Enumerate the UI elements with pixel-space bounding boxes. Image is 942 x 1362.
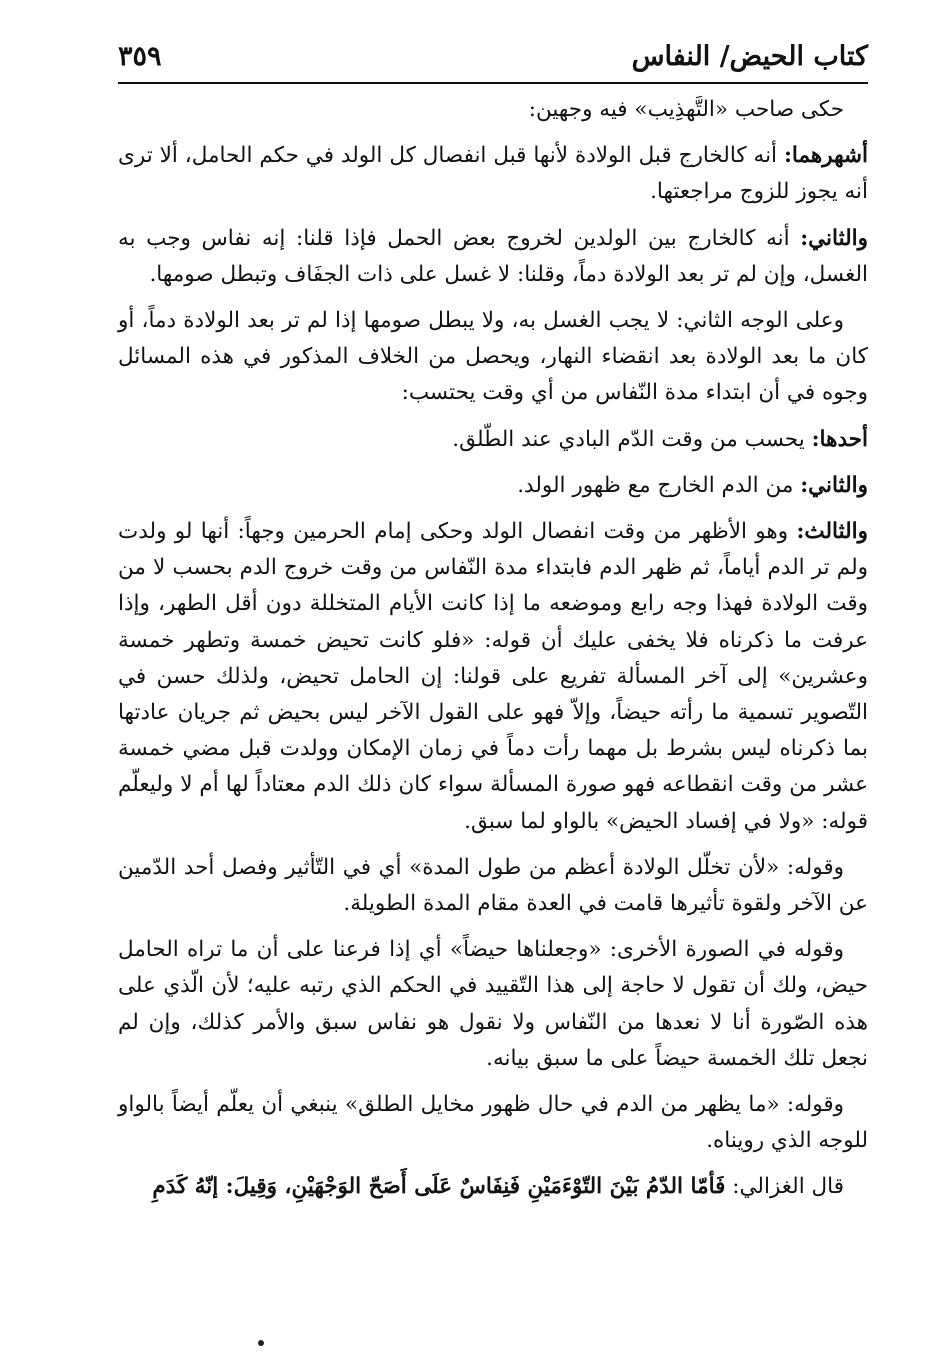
paragraph-lead: والثاني: — [800, 225, 868, 251]
quote-text: فَأمّا الدّمُ بَيْنَ التّوْءَمَيْنِ فَنِفَاسٌ عَلَى أَصَحّ الوَجْهَيْنِ، وَقِيلَ: إنّهُ كَدَمِ — [152, 1174, 726, 1200]
paragraph-lead: والثاني: — [800, 472, 868, 498]
paragraph-text: وقوله: «لأن تخلّل الولادة أعظم من طول المدة» أي في التّأثير وفصل أحد الدّمين عن الآخر ولقوة تأثيرها قامت في العدة مقام المدة الطويلة. — [118, 854, 868, 917]
paragraph-text: من الدم الخارج مع ظهور الولد. — [517, 472, 801, 498]
paragraph-text: وقوله في الصورة الأخرى: «وجعلناها حيضاً» أي إذا فرعنا على أن ما تراه الحامل حيض، ولك أن تقول لا حاجة إلى هذا التّقييد في الحكم الذي رتبه عليه؛ لأن الّذي على هذه الصّورة أنا لا نعدها من النّفاس ولا نقول هو نفاس سبق والأمر كذلك، وإن لم نجعل تلك الخمسة حيضاً على ما سبق بيانه. — [118, 937, 868, 1071]
paragraph-text: حكى صاحب «التَّهذِيب» فيه وجهين: — [528, 97, 844, 122]
paragraph-text: وهو الأظهر من وقت انفصال الولد وحكى إمام الحرمين وجهاً: أنها لو ولدت ولم تر الدم أياماً، ثم ظهر الدم فابتداء مدة النّفاس من وقت خروج الدم بحسب لا من وقت الولادة فهذا وجه رابع وموضعه ما إذا كانت الأيام المتخللة دون أقل الطهر، وإذا عرفت ما ذكرناه فلا يخفى عليك أن قوله: «فلو كانت تحيض خمسة وتطهر خمسة وعشرين» إلى آخر المسألة تفريع على قولنا: إن الحامل تحيض، ولذلك حسن في التّصوير تسمية ما رأته حيضاً، وإلاّ فهو على القول الآخر ليس بحيض ثم جريان عادتها بما ذكرناه ليس بشرط بل مهما رأت دماً في زمان الإمكان وولدت قبل مضي خمسة عشر من وقت انقطاعه فهو صورة المسألة سواء كان ذلك الدم معتاداً لها أم لا وليعلّم قوله: «ولا في إفساد الحيض» بالواو لما سبق. — [118, 519, 868, 834]
paragraph-9 — [118, 932, 868, 1077]
paragraph-text: أنه كالخارج بين الولدين لخروج بعض الحمل فإذا قلنا: إنه نفاس وجب به الغسل، وإن لم تر بعد الولادة دماً، وقلنا: لا غسل على ذات الجفَاف وتبطل صومها. — [118, 225, 868, 287]
paragraph-4 — [118, 303, 868, 412]
paragraph-lead: أشهرهما: — [783, 143, 868, 169]
running-header — [118, 30, 868, 84]
paragraph-8 — [118, 850, 868, 922]
paragraph-text: يحسب من وقت الدّم البادي عند الطّلق. — [452, 426, 812, 452]
paragraph-10 — [118, 1087, 868, 1159]
paragraph-2 — [118, 138, 868, 210]
paragraph-5 — [118, 422, 868, 458]
paragraph-7 — [118, 514, 868, 840]
paragraph-lead: والثالث: — [796, 519, 868, 545]
main-text — [118, 92, 868, 1216]
chapter-title: كتاب الحيض/ النفاس — [631, 40, 868, 72]
paragraph-6 — [118, 468, 868, 504]
paragraph-text: وعلى الوجه الثاني: لا يجب الغسل به، ولا يبطل صومها إذا لم تر بعد الولادة دماً، أو كان ما بعد الولادة بعد انقضاء النهار، ويحصل من الخلاف المذكور في هذه المسائل وجوه في أن ابتداء مدة النّفاس من أي وقت يحتسب: — [118, 308, 868, 406]
paragraph-3 — [118, 221, 868, 293]
paragraph-lead: أحدها: — [811, 426, 868, 452]
paragraph-text: وقوله: «ما يظهر من الدم في حال ظهور مخايل الطلق» ينبغي أن يعلّم أيضاً بالواو للوجه الذي رويناه. — [118, 1092, 868, 1154]
quote-intro: قال الغزالي: — [725, 1174, 844, 1200]
quoted-line — [118, 1169, 868, 1205]
page-number: ٣٥٩ — [118, 40, 162, 72]
ink-mark — [258, 1340, 264, 1346]
paragraph-text: أنه كالخارج قبل الولادة لأنها قبل انفصال كل الولد في حكم الحامل، ألا ترى أنه يجوز للزوج مراجعتها. — [118, 143, 868, 205]
paragraph-1 — [118, 92, 868, 128]
